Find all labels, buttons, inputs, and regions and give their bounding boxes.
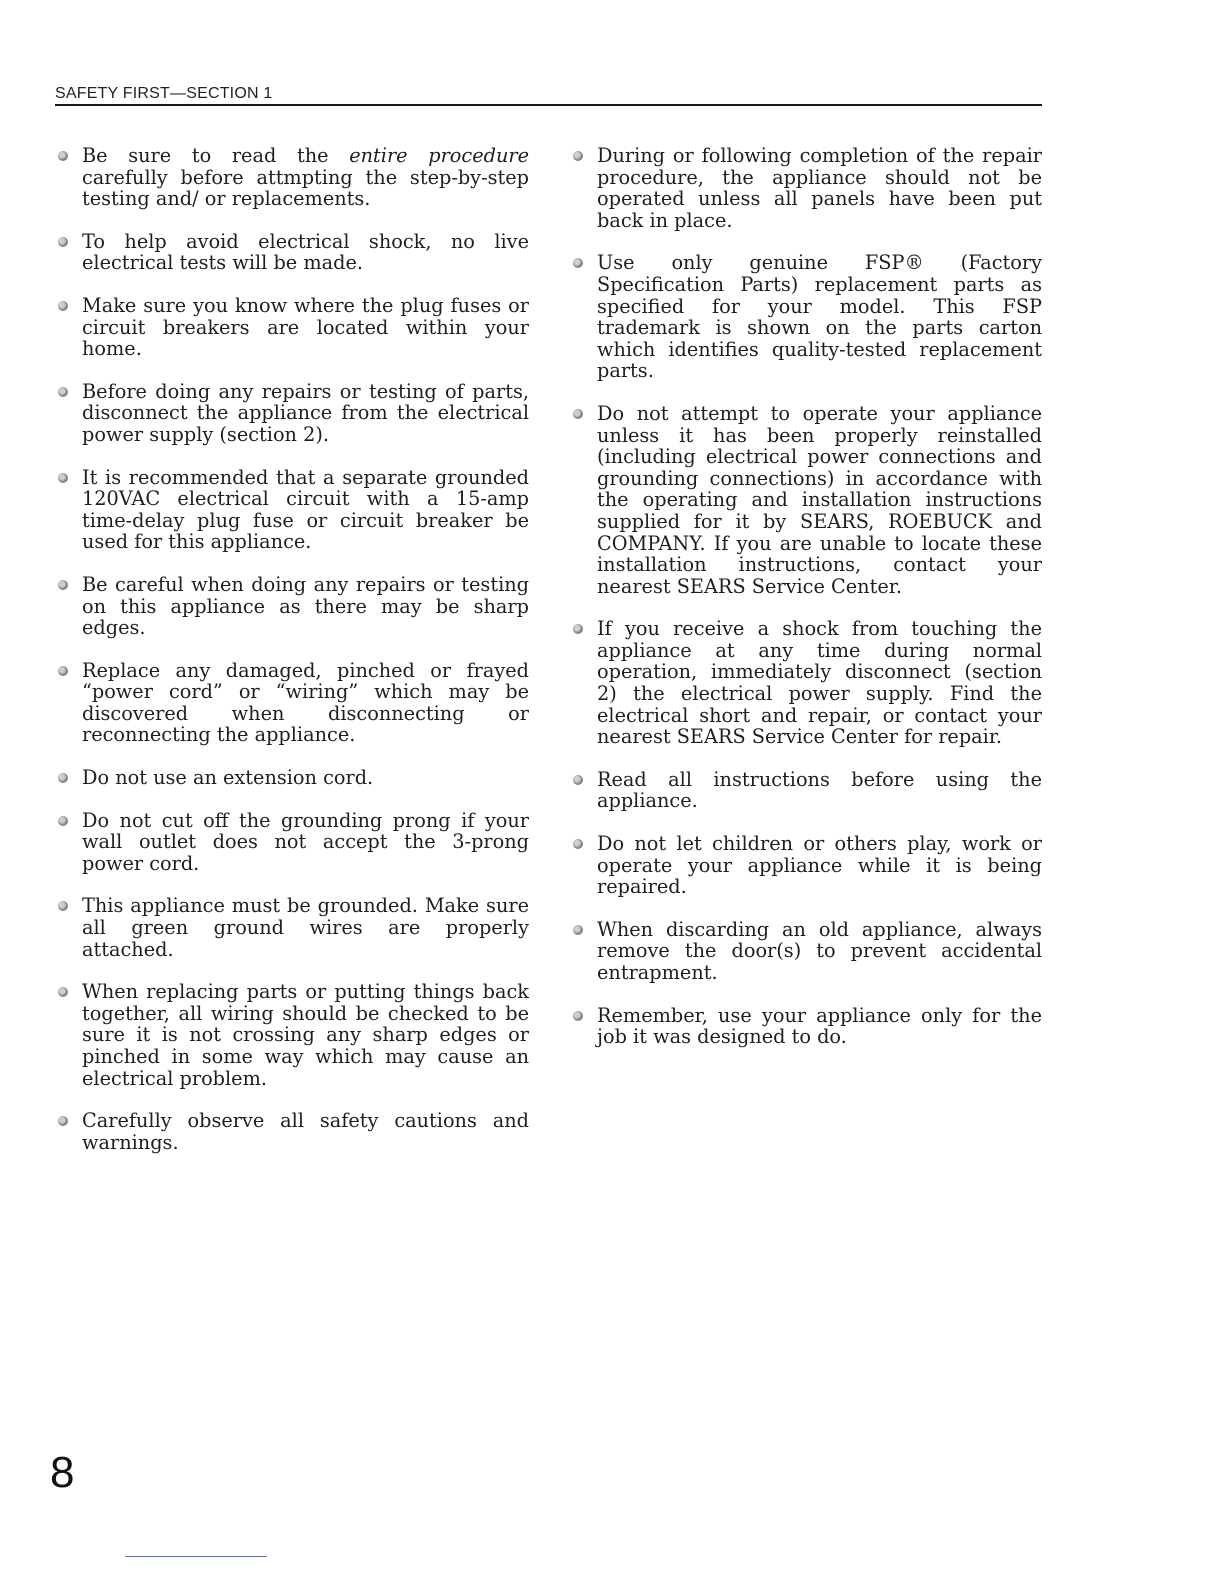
item-text: When discarding an old appliance, always remove the door(s) to prevent accidental entrapment. <box>597 917 1042 984</box>
item-text: Remember, use your appliance only for the job it was designed to do. <box>597 1003 1042 1049</box>
item-text: Use only genuine FSP® (Factory Specification Parts) replacement parts as specified for your model. This FSP trademark is shown on the parts carton which identifies quality-tested replacement parts. <box>597 251 1042 383</box>
bullet-icon <box>58 987 68 997</box>
bullet-icon <box>58 151 68 161</box>
safety-item <box>55 231 529 274</box>
bullet-icon <box>573 839 583 849</box>
item-text: When replacing parts or putting things back together, all wiring should be checked to be sure it is not crossing any sharp edges or pinched in some way which may cause an electrical problem. <box>82 980 529 1090</box>
bullet-icon <box>58 816 68 826</box>
item-text: To help avoid electrical shock, no live electrical tests will be made. <box>82 229 529 275</box>
bullet-icon <box>573 1011 583 1021</box>
item-text: Before doing any repairs or testing of parts, disconnect the appliance from the electrical power supply (section 2). <box>82 379 529 446</box>
bullet-icon <box>58 473 68 483</box>
bullet-icon <box>573 151 583 161</box>
bullet-icon <box>58 237 68 247</box>
section-title: SAFETY FIRST—SECTION 1 <box>55 85 273 102</box>
safety-item <box>55 1110 529 1153</box>
safety-item <box>570 252 1042 382</box>
item-text: If you receive a shock from touching the appliance at any time during normal operation, immediately disconnect (section 2) the electrical power supply. Find the electrical short and repair, or contact your nearest SEARS Service Center for repair. <box>597 617 1042 749</box>
item-text: During or following completion of the repair procedure, the appliance should not be operated unless all panels have been put back in place. <box>597 144 1042 232</box>
item-text: Be careful when doing any repairs or testing on this appliance as there may be sharp edges. <box>82 572 529 640</box>
bullet-icon <box>58 580 68 590</box>
page-header <box>55 83 1042 106</box>
item-text: Be sure to read the <box>82 144 350 167</box>
bullet-icon <box>573 775 583 785</box>
item-text: This appliance must be grounded. Make sure all green ground wires are properly attached. <box>82 894 529 961</box>
bullet-icon <box>58 773 68 783</box>
item-text: Make sure you know where the plug fuses or circuit breakers are located within your home. <box>82 293 529 361</box>
item-text: Do not let children or others play, work or operate your appliance while it is being repaired. <box>597 832 1042 899</box>
item-text-tail: carefully before attmpting the step-by-step testing and/ or replacements. <box>82 165 529 211</box>
safety-item <box>55 381 529 446</box>
safety-item <box>570 145 1042 231</box>
left-column <box>55 145 529 1174</box>
item-text: Do not attempt to operate your appliance unless it has been properly reinstalled (including electrical power connections and grounding connections) in accordance with the operating and installation instructions supplied for it by SEARS, ROEBUCK and COMPANY. If you are unable to locate these installation instructions, contact your nearest SEARS Service Center. <box>597 401 1042 598</box>
bullet-icon <box>573 258 583 268</box>
item-text: Read all instructions before using the appliance. <box>597 767 1042 813</box>
safety-item <box>55 574 529 639</box>
bullet-icon <box>573 624 583 634</box>
item-text: Do not use an extension cord. <box>82 766 374 790</box>
safety-item <box>570 618 1042 748</box>
item-emphasis: entire procedure <box>349 144 529 167</box>
safety-item <box>570 403 1042 597</box>
safety-item <box>570 919 1042 984</box>
bullet-icon <box>58 387 68 397</box>
safety-item <box>570 769 1042 812</box>
footer-rule <box>125 1556 267 1557</box>
safety-item <box>570 833 1042 898</box>
item-text: Replace any damaged, pinched or frayed “power cord” or “wiring” which may be discovered when disconnecting or reconnecting the appliance. <box>82 658 529 747</box>
safety-item <box>55 660 529 746</box>
bullet-icon <box>573 409 583 419</box>
item-text: Carefully observe all safety cautions and warnings. <box>82 1109 529 1154</box>
safety-item <box>55 467 529 553</box>
safety-item <box>570 1005 1042 1048</box>
safety-item <box>55 767 529 789</box>
bullet-icon <box>573 925 583 935</box>
item-text: It is recommended that a separate grounded 120VAC electrical circuit with a 15-amp time-delay plug fuse or circuit breaker be used for this appliance. <box>82 465 529 554</box>
safety-item <box>55 981 529 1089</box>
right-column <box>570 145 1042 1069</box>
safety-item <box>55 895 529 960</box>
safety-item <box>55 295 529 360</box>
bullet-icon <box>58 1116 68 1126</box>
safety-item <box>55 810 529 875</box>
page-number: 8 <box>50 1448 75 1497</box>
bullet-icon <box>58 901 68 911</box>
item-text: Do not cut off the grounding prong if your wall outlet does not accept the 3-prong power cord. <box>82 808 529 875</box>
bullet-icon <box>58 666 68 676</box>
safety-item <box>55 145 529 210</box>
bullet-icon <box>58 301 68 311</box>
